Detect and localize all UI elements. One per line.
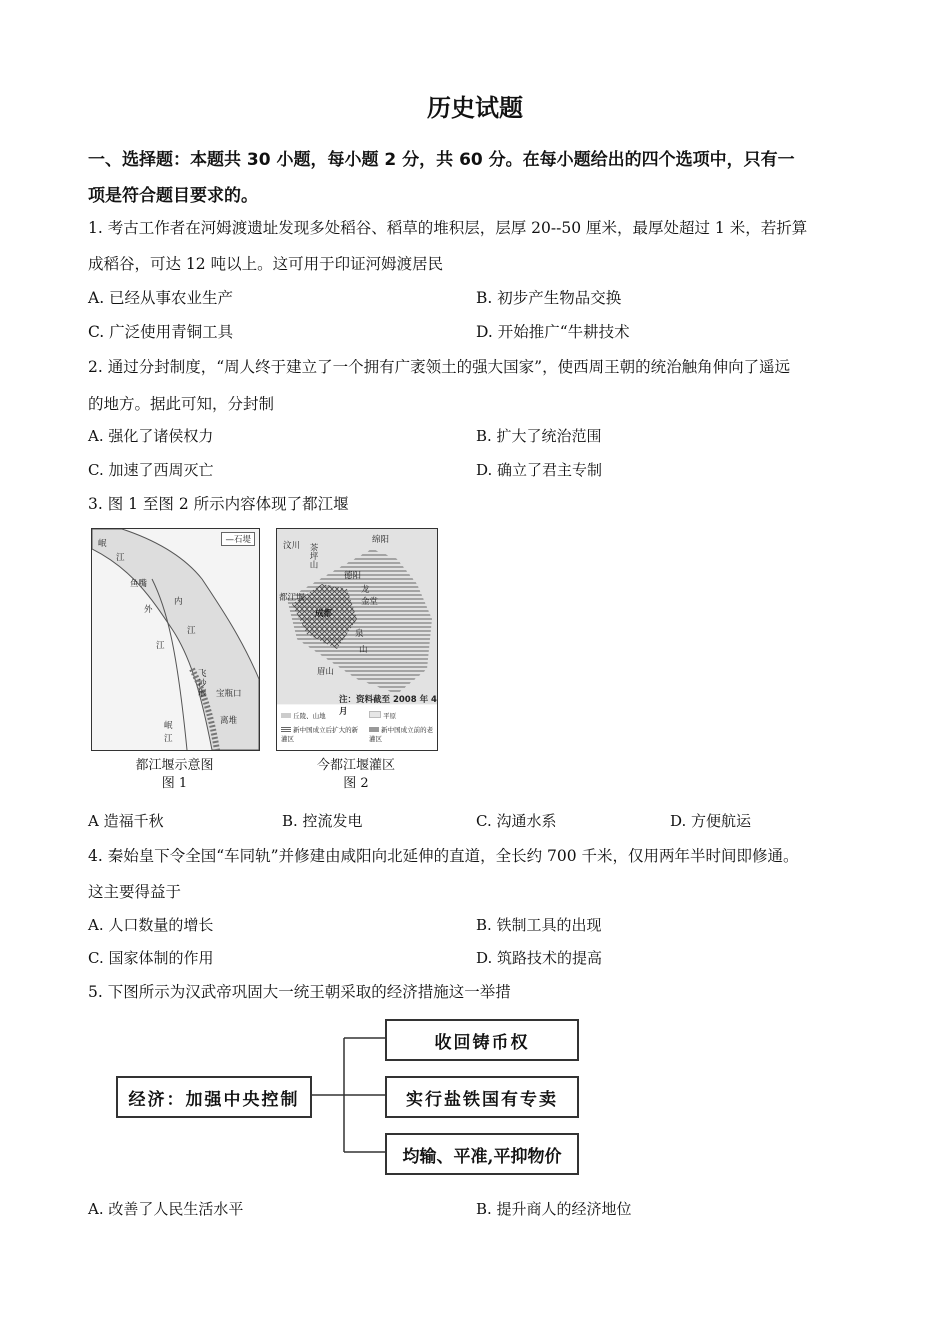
fig1-caption: 图 1 <box>161 776 188 791</box>
fig1-label: 离堆 <box>220 716 238 726</box>
q4-stem: 4. 秦始皇下令全国“车同轨”并修建由咸阳向北延伸的直道，全长约 700 千米，仅用两年半时间即修通。 <box>88 847 799 865</box>
fig1-label: 岷 <box>98 539 107 549</box>
q1-option-b[interactable]: B. 初步产生物品交换 <box>476 289 622 307</box>
fig1-label: 外 <box>144 605 153 615</box>
figure-1-map: —石堤 岷 江 鱼嘴 外 内 江 江 飞 沙 堰 宝瓶口 离堆 岷 江 <box>91 528 260 751</box>
fig2-label: 德阳 <box>344 571 362 581</box>
fig2-label: 茶坪山 <box>308 543 318 569</box>
q1-option-c[interactable]: C. 广泛使用青铜工具 <box>88 323 234 341</box>
fig1-label: 岷 <box>164 721 173 731</box>
q1-stem-cont: 成稻谷，可达 12 吨以上。这可用于印证河姆渡居民 <box>88 255 444 273</box>
fig1-label: 飞 <box>198 669 207 679</box>
fig2-label: 汶川 <box>283 541 301 551</box>
q1-option-a[interactable]: A. 已经从事农业生产 <box>88 289 234 307</box>
section-heading-cont: 项是符合题目要求的。 <box>88 186 258 206</box>
fig2-label: 金堂 <box>361 597 379 607</box>
q4-option-c[interactable]: C. 国家体制的作用 <box>88 949 214 967</box>
fig1-label: 堰 <box>198 689 207 699</box>
fig2-legend-item: 新中国成立前的老灌区 <box>369 726 434 743</box>
q3-option-a[interactable]: A 造福千秋 <box>88 812 164 830</box>
q2-option-d[interactable]: D. 确立了君主专制 <box>476 461 603 479</box>
q5-stem: 5. 下图所示为汉武帝巩固大一统王朝采取的经济措施这一举措 <box>88 983 511 1001</box>
q2-option-a[interactable]: A. 强化了诸侯权力 <box>88 427 214 445</box>
fig2-title: 今都江堰灌区 <box>316 758 395 773</box>
q4-option-b[interactable]: B. 铁制工具的出现 <box>476 916 602 934</box>
fig1-label: 江 <box>156 641 165 651</box>
fig2-label: 眉山 <box>317 667 335 677</box>
fig1-label: 江 <box>164 734 173 744</box>
q3-option-c[interactable]: C. 沟通水系 <box>476 812 557 830</box>
fig2-legend-item: 新中国成立后扩大的新灌区 <box>281 726 359 743</box>
q5-option-b[interactable]: B. 提升商人的经济地位 <box>476 1200 632 1218</box>
q4-option-a[interactable]: A. 人口数量的增长 <box>88 916 214 934</box>
q3-option-d[interactable]: D. 方便航运 <box>670 812 752 830</box>
diagram-item-box: 均输、平准,平抑物价 <box>385 1133 579 1175</box>
fig1-label: 沙 <box>198 679 207 689</box>
fig2-label: 绵阳 <box>372 535 390 545</box>
q3-option-b[interactable]: B. 控流发电 <box>282 812 363 830</box>
q2-option-b[interactable]: B. 扩大了统治范围 <box>476 427 602 445</box>
fig2-label: 龙 <box>361 585 370 595</box>
fig1-legend: 石堤 <box>233 535 251 545</box>
fig2-legend-item: 丘陵、山地 <box>281 711 326 720</box>
q1-option-d[interactable]: D. 开始推广“牛耕技术 <box>476 323 630 341</box>
fig2-label: 山 <box>359 645 368 655</box>
q4-option-d[interactable]: D. 筑路技术的提高 <box>476 949 603 967</box>
q5-option-a[interactable]: A. 改善了人民生活水平 <box>88 1200 244 1218</box>
q1-stem: 1. 考古工作者在河姆渡遗址发现多处稻谷、稻草的堆积层，层厚 20--50 厘米，最厚处超过 1 米，若折算 <box>88 219 808 237</box>
fig2-note: 注：资料截至 2008 年 4 月 <box>339 695 437 717</box>
fig1-title: 都江堰示意图 <box>135 758 214 773</box>
fig1-label: 江 <box>116 553 125 563</box>
section-heading: 一、选择题：本题共 30 小题，每小题 2 分，共 60 分。在每小题给出的四个选项中，只有一 <box>88 150 795 170</box>
diagram-item-box: 实行盐铁国有专卖 <box>385 1076 579 1118</box>
diagram-root-box: 经济：加强中央控制 <box>116 1076 312 1118</box>
q2-stem-cont: 的地方。据此可知，分封制 <box>88 395 275 413</box>
fig1-label: 宝瓶口 <box>216 689 242 699</box>
fig2-legend-item: 平原 <box>369 711 396 720</box>
q2-option-c[interactable]: C. 加速了西周灭亡 <box>88 461 214 479</box>
q3-stem: 3. 图 1 至图 2 所示内容体现了都江堰 <box>88 495 349 513</box>
q4-stem-cont: 这主要得益于 <box>88 883 182 901</box>
fig1-label: 鱼嘴 <box>130 579 148 589</box>
fig2-label: 成都 <box>315 609 333 619</box>
fig2-label: 泉 <box>355 629 364 639</box>
fig1-label: 内 <box>174 597 183 607</box>
fig1-label: 江 <box>187 626 196 636</box>
diagram-item-box: 收回铸币权 <box>385 1019 579 1061</box>
fig2-label: 都江堰 <box>279 593 305 603</box>
figure-2-map <box>276 528 438 751</box>
page-title: 历史试题 <box>427 94 523 122</box>
fig2-caption: 图 2 <box>343 776 369 791</box>
q2-stem: 2. 通过分封制度，“周人终于建立了一个拥有广袤领土的强大国家”，使西周王朝的统治触角伸向了遥远 <box>88 358 791 376</box>
